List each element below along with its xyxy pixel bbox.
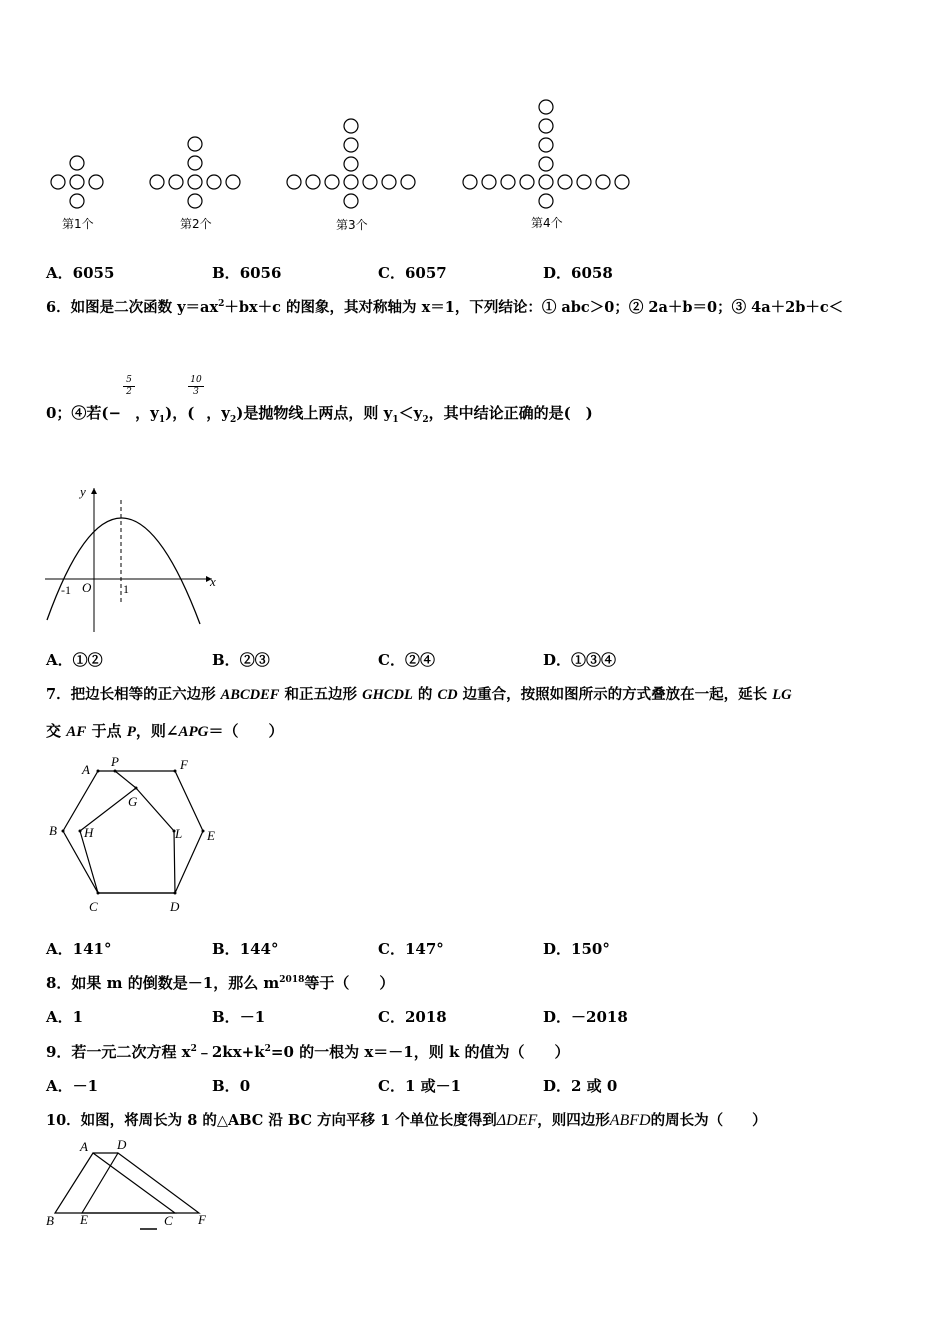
q9-option-b[interactable]: B．0 [212,1077,251,1095]
graph-label-one: 1 [123,582,129,596]
q5-option-d[interactable]: D．6058 [543,264,613,282]
label-b: B [49,823,57,838]
q5-caption-2: 第2个 [180,217,212,231]
q9-option-a[interactable]: A．－1 [46,1077,99,1095]
label-a: A [82,762,90,777]
line-gp [115,771,136,788]
q10-triangle-figure [40,1135,220,1235]
q5-caption-1: 第1个 [62,217,94,231]
label-c: C [89,899,98,914]
graph-label-y: y [80,484,86,499]
q5-caption-4: 第4个 [531,216,563,230]
label-g: G [128,794,138,809]
label-h: H [84,825,94,840]
label-p: P [111,754,119,769]
label-e: E [207,828,215,843]
label-c: C [164,1213,173,1228]
q9-option-d[interactable]: D．2 或 0 [543,1077,618,1095]
q6-parabola-graph [40,480,230,635]
q7-option-c[interactable]: C．147° [378,940,444,958]
label-l: L [175,826,183,841]
q5-option-c[interactable]: C．6057 [378,264,447,282]
q7-stem-line2: 交 AF 于点 P，则∠APG＝（ ） [46,722,284,740]
q6-option-c[interactable]: C．②④ [378,651,435,669]
q5-option-b[interactable]: B．6056 [212,264,282,282]
q6-option-d[interactable]: D．①③④ [543,651,617,669]
q8-option-b[interactable]: B．－1 [212,1008,266,1026]
graph-label-x: x [210,574,216,589]
q5-pattern-figure [40,95,640,225]
q5-option-a[interactable]: A．6055 [46,264,115,282]
q8-option-a[interactable]: A．1 [46,1008,84,1026]
q8-option-c[interactable]: C．2018 [378,1008,447,1026]
triangle-def [82,1153,199,1213]
label-d: D [170,899,180,914]
q9-stem: 9．若一元二次方程 $x^2﹣2kx+k^2=0$ 的一根为 x＝－1，则 k 的值为（ ） [46,1043,570,1061]
q8-option-d[interactable]: D．－2018 [543,1008,628,1026]
q7-option-b[interactable]: B．144° [212,940,279,958]
q9-option-c[interactable]: C．1 或－1 [378,1077,462,1095]
q7-polygon-figure [40,750,230,920]
graph-label-origin: O [82,580,92,595]
q6-stem-line2: 0；④若(− ，$y_1$)，( ，$y_2$)是抛物线上两点，则 $y_1<y_2$，其中结论正确的是( ) [46,404,593,425]
q10-stem: 10．如图，将周长为 8 的△ABC 沿 BC 方向平移 1 个单位长度得到ΔDEF，则四边形ABFD的周长为（ ） [46,1112,767,1129]
triangle-abc [55,1153,175,1213]
label-f: F [198,1212,206,1227]
label-a: A [80,1139,88,1154]
pattern1-circle [70,156,84,170]
q5-caption-3: 第3个 [336,218,368,232]
q8-stem: 8．如果 m 的倒数是－1，那么 $m^{2018}$等于（ ） [46,974,395,992]
q6-fraction-2: 10 3 [188,376,204,397]
q6-fraction-1: 5 2 [123,376,135,397]
graph-label-neg1: -1 [61,583,71,597]
label-b: B [46,1213,54,1228]
q6-option-b[interactable]: B．②③ [212,651,270,669]
q6-option-a[interactable]: A．①② [46,651,103,669]
parabola-curve [47,518,200,624]
label-d: D [117,1137,127,1152]
q6-stem-line1: 6．如图是二次函数 $y=ax^2+bx+c$ 的图象，其对称轴为 x＝1，下列结论：① abc＞0；② 2a＋b＝0；③ 4a＋2b＋c＜ [46,299,844,316]
q7-option-d[interactable]: D．150° [543,940,610,958]
q7-stem-line1: 7．把边长相等的正六边形 ABCDEF 和正五边形 GHCDL 的 CD 边重合，按照如图所示的方式叠放在一起，延长 LG [46,686,792,703]
q7-option-a[interactable]: A．141° [46,940,112,958]
label-e: E [80,1212,88,1227]
label-f: F [180,757,188,772]
